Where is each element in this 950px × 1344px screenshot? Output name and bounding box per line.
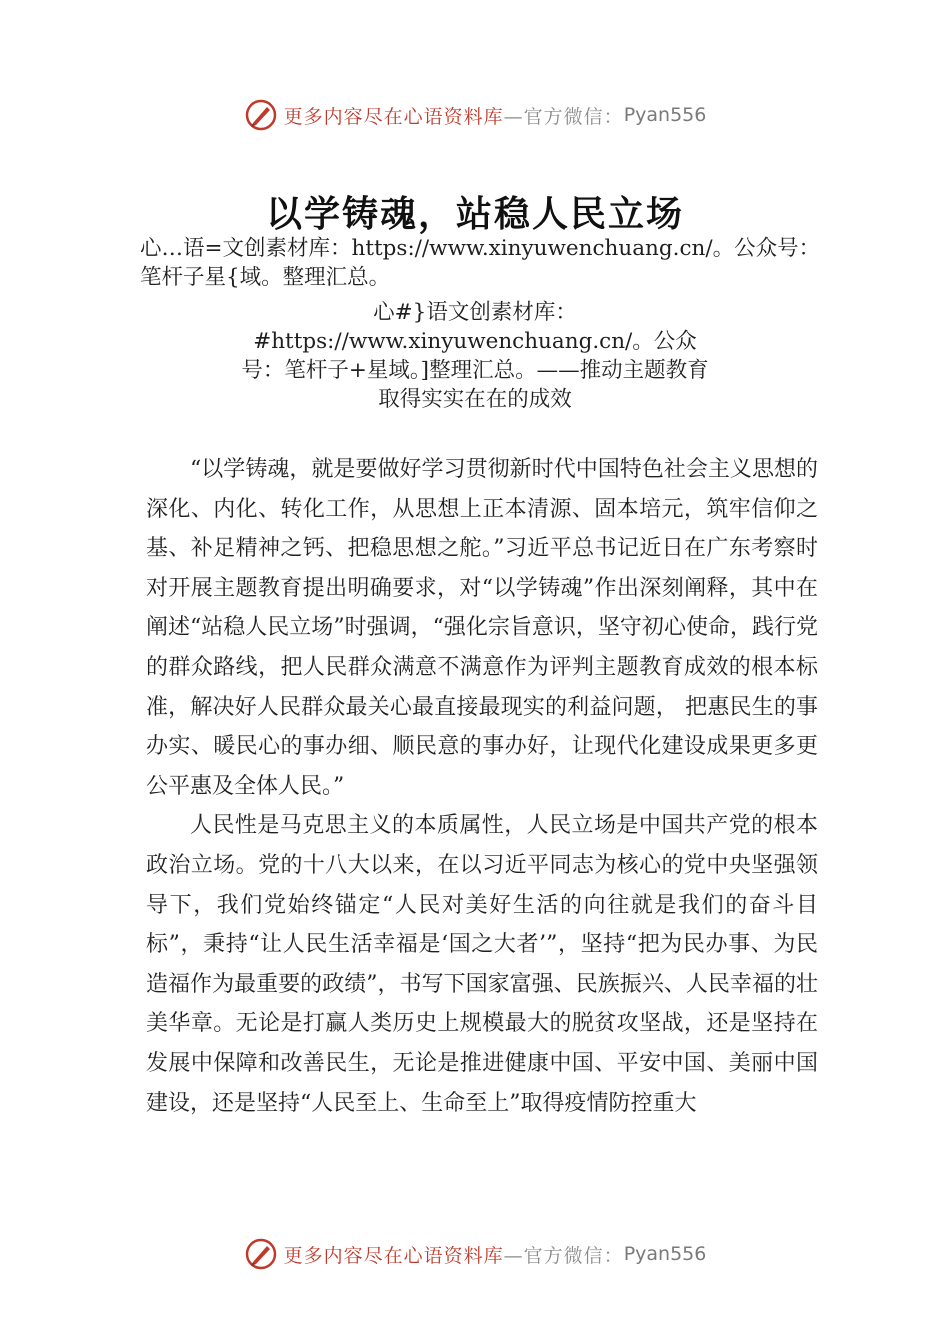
banner-wechat-id: Pyan556 — [623, 104, 707, 126]
banner-wechat-id: Pyan556 — [623, 1243, 707, 1265]
banner-wechat-label: —官方微信： — [503, 1244, 624, 1267]
pen-logo-icon — [244, 1237, 278, 1271]
pen-logo-icon — [244, 98, 278, 132]
header-banner — [0, 95, 950, 135]
source-note-2: 心#}语文创素材库：#https://www.xinyuwenchuang.cn/。公众号：笔杆子+星域。]整理汇总。——推动主题教育取得实实在在的成效 — [241, 300, 709, 412]
source-note-1: 心…语=文创素材库：https://www.xinyuwenchuang.cn/。公众号：笔杆子星{域。整理汇总。 — [140, 236, 821, 290]
banner-wechat-label: —官方微信： — [503, 105, 624, 128]
paragraph-2: 人民性是马克思主义的本质属性，人民立场是中国共产党的根本政治立场。党的十八大以来，在以习近平同志为核心的党中央坚强领导下，我们党始终锚定“人民对美好生活的向往就是我们的奋斗目标”，秉持“让人民生活幸福是‘国之大者’”，坚持“把为民办事、为民造福作为最重要的政绩”，书写下国家富强、民族振兴、人民幸福的壮美华章。无论是打赢人类历史上规模最大的脱贫攻坚战，还是坚持在发展中保障和改善民生，无论是推进健康中国、平安中国、美丽中国建设，还是坚持“人民至上、生命至上”取得疫情防控重大 — [146, 813, 818, 1116]
banner-promo-text: 更多内容尽在心语资料库 — [283, 1244, 504, 1267]
article-body — [146, 450, 818, 1123]
paragraph-1: “以学铸魂，就是要做好学习贯彻新时代中国特色社会主义思想的深化、内化、转化工作，从思想上正本清源、固本培元，筑牢信仰之基、补足精神之钙、把稳思想之舵。”习近平总书记近日在广东考察时对开展主题教育提出明确要求，对“以学铸魂”作出深刻阐释，其中在阐述“站稳人民立场”时强调，“强化宗旨意识，坚守初心使命，践行党的群众路线，把人民群众满意不满意作为评判主题教育成效的根本标准，解决好人民群众最关心最直接最现实的利益问题， 把惠民生的事办实、暖民心的事办细、顺民意的事办好，让现代化建设成果更多更公平惠及全体人民。” — [146, 457, 818, 799]
document-title: 以学铸魂，站稳人民立场 — [265, 193, 684, 235]
banner-promo-text: 更多内容尽在心语资料库 — [283, 105, 504, 128]
footer-banner — [0, 1234, 950, 1274]
